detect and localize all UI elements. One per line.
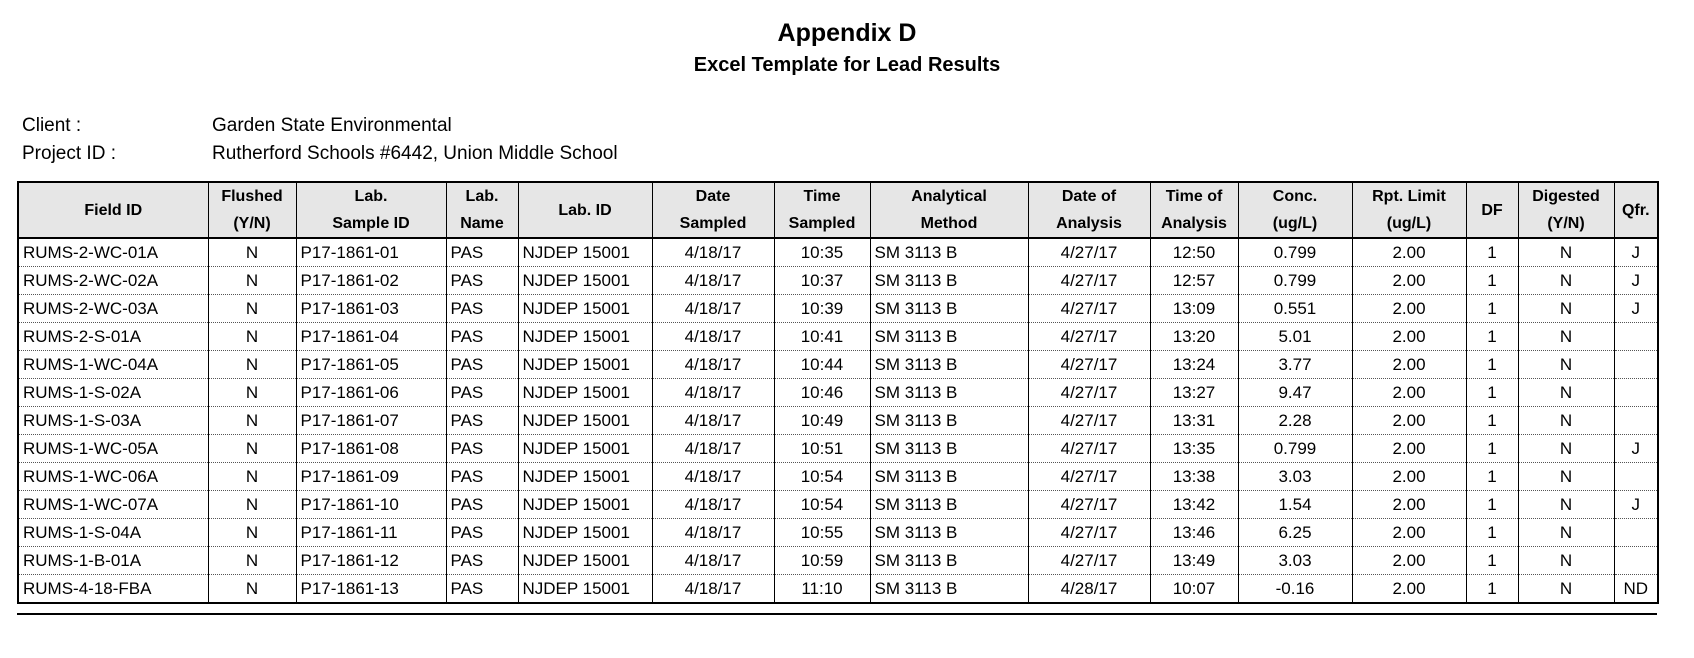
column-header-line1: Rpt. Limit [1372,188,1446,205]
client-label: Client : [22,115,82,136]
cell-date-of-analysis: 4/27/17 [1028,547,1150,575]
column-header [18,182,208,238]
column-header [652,182,774,238]
lead-results-table [17,181,1659,604]
cell-qualifier: J [1614,491,1658,519]
column-header-line2: (ug/L) [1272,215,1318,232]
cell-lab-id: NJDEP 15001 [518,295,652,323]
cell-qualifier: ND [1614,575,1658,604]
table-body [18,238,1658,603]
client-value: Garden State Environmental [212,115,452,136]
cell-field-id: RUMS-1-S-03A [18,407,208,435]
cell-date-of-analysis: 4/27/17 [1028,463,1150,491]
cell-lab-id: NJDEP 15001 [518,379,652,407]
cell-df: 1 [1466,351,1518,379]
cell-df: 1 [1466,379,1518,407]
cell-conc: 3.03 [1238,463,1352,491]
cell-time-of-analysis: 13:49 [1150,547,1238,575]
cell-time-sampled: 10:51 [774,435,870,463]
cell-lab-id: NJDEP 15001 [518,519,652,547]
cell-date-of-analysis: 4/27/17 [1028,379,1150,407]
cell-analytical-method: SM 3113 B [870,323,1028,351]
cell-analytical-method: SM 3113 B [870,379,1028,407]
cell-time-of-analysis: 13:35 [1150,435,1238,463]
cell-field-id: RUMS-1-S-04A [18,519,208,547]
cell-qualifier: J [1614,435,1658,463]
cell-lab-name: PAS [446,379,518,407]
cell-lab-sample-id: P17-1861-10 [296,491,446,519]
column-header-line2: Analysis [1056,215,1122,232]
cell-date-sampled: 4/18/17 [652,575,774,604]
cell-lab-sample-id: P17-1861-06 [296,379,446,407]
table-header-row [18,182,1658,238]
cell-lab-id: NJDEP 15001 [518,351,652,379]
cell-rpt-limit: 2.00 [1352,267,1466,295]
cell-rpt-limit: 2.00 [1352,575,1466,604]
column-header [1352,182,1466,238]
column-header [774,182,870,238]
cell-date-sampled: 4/18/17 [652,295,774,323]
cell-qualifier: J [1614,295,1658,323]
cell-date-sampled: 4/18/17 [652,547,774,575]
cell-qualifier: J [1614,267,1658,295]
cell-date-sampled: 4/18/17 [652,351,774,379]
cell-digested: N [1518,463,1614,491]
column-header [1238,182,1352,238]
cell-conc: 5.01 [1238,323,1352,351]
cell-lab-id: NJDEP 15001 [518,323,652,351]
cell-df: 1 [1466,295,1518,323]
cell-lab-name: PAS [446,323,518,351]
cell-date-sampled: 4/18/17 [652,491,774,519]
cell-date-of-analysis: 4/27/17 [1028,435,1150,463]
column-header [446,182,518,238]
column-header-line1: Field ID [84,201,143,219]
column-header-line2: Sampled [788,215,856,232]
cell-digested: N [1518,407,1614,435]
cell-lab-sample-id: P17-1861-05 [296,351,446,379]
cell-lab-id: NJDEP 15001 [518,267,652,295]
cell-lab-sample-id: P17-1861-01 [296,238,446,267]
bottom-rule [17,613,1657,615]
cell-rpt-limit: 2.00 [1352,519,1466,547]
cell-flushed: N [208,323,296,351]
cell-lab-name: PAS [446,267,518,295]
cell-date-of-analysis: 4/27/17 [1028,238,1150,267]
cell-time-of-analysis: 12:50 [1150,238,1238,267]
cell-rpt-limit: 2.00 [1352,238,1466,267]
cell-flushed: N [208,238,296,267]
cell-date-sampled: 4/18/17 [652,519,774,547]
cell-rpt-limit: 2.00 [1352,463,1466,491]
cell-lab-name: PAS [446,463,518,491]
cell-lab-sample-id: P17-1861-11 [296,519,446,547]
cell-lab-name: PAS [446,547,518,575]
cell-time-of-analysis: 13:27 [1150,379,1238,407]
table-row [18,519,1658,547]
cell-field-id: RUMS-1-WC-04A [18,351,208,379]
cell-rpt-limit: 2.00 [1352,491,1466,519]
column-header-line1: Qfr. [1621,201,1650,219]
table-row [18,547,1658,575]
cell-time-of-analysis: 13:38 [1150,463,1238,491]
cell-analytical-method: SM 3113 B [870,238,1028,267]
cell-analytical-method: SM 3113 B [870,351,1028,379]
cell-field-id: RUMS-2-WC-03A [18,295,208,323]
cell-date-of-analysis: 4/27/17 [1028,295,1150,323]
cell-field-id: RUMS-1-S-02A [18,379,208,407]
cell-qualifier [1614,463,1658,491]
cell-rpt-limit: 2.00 [1352,547,1466,575]
table-row [18,491,1658,519]
column-header-line1: Conc. [1272,188,1318,205]
cell-analytical-method: SM 3113 B [870,295,1028,323]
cell-lab-sample-id: P17-1861-07 [296,407,446,435]
cell-qualifier [1614,547,1658,575]
cell-qualifier [1614,379,1658,407]
cell-flushed: N [208,267,296,295]
cell-qualifier [1614,407,1658,435]
cell-digested: N [1518,267,1614,295]
cell-analytical-method: SM 3113 B [870,435,1028,463]
cell-time-sampled: 10:37 [774,267,870,295]
cell-lab-name: PAS [446,435,518,463]
cell-analytical-method: SM 3113 B [870,519,1028,547]
column-header [1150,182,1238,238]
cell-time-of-analysis: 13:24 [1150,351,1238,379]
cell-qualifier: J [1614,238,1658,267]
cell-field-id: RUMS-2-WC-01A [18,238,208,267]
cell-flushed: N [208,547,296,575]
cell-lab-name: PAS [446,407,518,435]
cell-rpt-limit: 2.00 [1352,351,1466,379]
cell-analytical-method: SM 3113 B [870,407,1028,435]
cell-rpt-limit: 2.00 [1352,295,1466,323]
cell-lab-sample-id: P17-1861-04 [296,323,446,351]
cell-lab-id: NJDEP 15001 [518,463,652,491]
cell-conc: 3.03 [1238,547,1352,575]
column-header [1614,182,1658,238]
cell-conc: 9.47 [1238,379,1352,407]
cell-lab-name: PAS [446,491,518,519]
cell-lab-name: PAS [446,519,518,547]
cell-date-of-analysis: 4/27/17 [1028,323,1150,351]
cell-field-id: RUMS-1-WC-05A [18,435,208,463]
cell-flushed: N [208,463,296,491]
cell-digested: N [1518,295,1614,323]
cell-date-sampled: 4/18/17 [652,435,774,463]
cell-lab-name: PAS [446,351,518,379]
cell-qualifier [1614,323,1658,351]
cell-df: 1 [1466,519,1518,547]
cell-flushed: N [208,351,296,379]
cell-conc: 0.799 [1238,238,1352,267]
cell-field-id: RUMS-1-WC-06A [18,463,208,491]
cell-rpt-limit: 2.00 [1352,379,1466,407]
column-header [1028,182,1150,238]
cell-lab-sample-id: P17-1861-13 [296,575,446,604]
table-row [18,463,1658,491]
cell-date-sampled: 4/18/17 [652,463,774,491]
cell-lab-id: NJDEP 15001 [518,575,652,604]
column-header-line1: Date [695,188,731,205]
table-row [18,575,1658,604]
cell-lab-id: NJDEP 15001 [518,407,652,435]
column-header-line2: Sample ID [332,215,410,232]
cell-conc: 3.77 [1238,351,1352,379]
cell-df: 1 [1466,238,1518,267]
cell-df: 1 [1466,407,1518,435]
cell-time-sampled: 10:35 [774,238,870,267]
table-row [18,351,1658,379]
cell-date-sampled: 4/18/17 [652,323,774,351]
cell-time-of-analysis: 13:46 [1150,519,1238,547]
column-header-line1: DF [1481,201,1503,219]
cell-time-sampled: 11:10 [774,575,870,604]
column-header [870,182,1028,238]
cell-lab-sample-id: P17-1861-09 [296,463,446,491]
cell-time-of-analysis: 13:09 [1150,295,1238,323]
cell-qualifier [1614,351,1658,379]
cell-field-id: RUMS-2-S-01A [18,323,208,351]
column-header-line1: Flushed [221,188,283,205]
cell-lab-name: PAS [446,238,518,267]
column-header-line1: Digested [1532,188,1600,205]
cell-lab-id: NJDEP 15001 [518,547,652,575]
cell-qualifier [1614,519,1658,547]
cell-df: 1 [1466,547,1518,575]
table-row [18,238,1658,267]
page-title: Appendix D [777,19,917,47]
cell-flushed: N [208,379,296,407]
cell-time-of-analysis: 13:20 [1150,323,1238,351]
cell-digested: N [1518,379,1614,407]
cell-time-sampled: 10:54 [774,491,870,519]
project-id-value: Rutherford Schools #6442, Union Middle School [212,143,618,164]
cell-date-sampled: 4/18/17 [652,238,774,267]
cell-field-id: RUMS-2-WC-02A [18,267,208,295]
cell-conc: 0.799 [1238,267,1352,295]
cell-date-of-analysis: 4/27/17 [1028,519,1150,547]
cell-time-of-analysis: 13:42 [1150,491,1238,519]
column-header-line1: Lab. [465,188,499,205]
cell-lab-sample-id: P17-1861-02 [296,267,446,295]
cell-time-of-analysis: 13:31 [1150,407,1238,435]
cell-digested: N [1518,519,1614,547]
cell-flushed: N [208,491,296,519]
cell-date-sampled: 4/18/17 [652,407,774,435]
column-header-line2: Method [920,215,978,232]
cell-digested: N [1518,491,1614,519]
cell-df: 1 [1466,575,1518,604]
cell-rpt-limit: 2.00 [1352,435,1466,463]
cell-time-sampled: 10:55 [774,519,870,547]
cell-date-of-analysis: 4/27/17 [1028,491,1150,519]
cell-df: 1 [1466,323,1518,351]
cell-flushed: N [208,295,296,323]
table-row [18,407,1658,435]
table-row [18,379,1658,407]
cell-date-of-analysis: 4/27/17 [1028,407,1150,435]
column-header [1518,182,1614,238]
cell-analytical-method: SM 3113 B [870,547,1028,575]
cell-lab-id: NJDEP 15001 [518,238,652,267]
cell-analytical-method: SM 3113 B [870,575,1028,604]
project-id-label: Project ID : [22,143,116,164]
cell-analytical-method: SM 3113 B [870,491,1028,519]
cell-df: 1 [1466,491,1518,519]
cell-df: 1 [1466,435,1518,463]
column-header-line1: Date of [1061,188,1117,205]
column-header-line2: Sampled [679,215,747,232]
cell-conc: 0.799 [1238,435,1352,463]
cell-field-id: RUMS-4-18-FBA [18,575,208,604]
cell-date-of-analysis: 4/27/17 [1028,267,1150,295]
cell-lab-name: PAS [446,575,518,604]
cell-analytical-method: SM 3113 B [870,267,1028,295]
cell-time-sampled: 10:59 [774,547,870,575]
cell-conc: 0.551 [1238,295,1352,323]
cell-time-sampled: 10:39 [774,295,870,323]
cell-lab-sample-id: P17-1861-03 [296,295,446,323]
cell-flushed: N [208,519,296,547]
cell-flushed: N [208,575,296,604]
cell-conc: -0.16 [1238,575,1352,604]
cell-flushed: N [208,407,296,435]
column-header-line1: Lab. ID [558,201,612,219]
cell-flushed: N [208,435,296,463]
cell-time-sampled: 10:41 [774,323,870,351]
cell-field-id: RUMS-1-B-01A [18,547,208,575]
cell-time-of-analysis: 10:07 [1150,575,1238,604]
column-header-line1: Time of [1165,188,1223,205]
cell-lab-sample-id: P17-1861-12 [296,547,446,575]
column-header-line2: Analysis [1161,215,1227,232]
cell-df: 1 [1466,463,1518,491]
cell-time-of-analysis: 12:57 [1150,267,1238,295]
cell-date-of-analysis: 4/28/17 [1028,575,1150,604]
column-header-line2: (Y/N) [233,215,271,232]
column-header [518,182,652,238]
column-header-line2: Name [460,215,504,232]
cell-field-id: RUMS-1-WC-07A [18,491,208,519]
cell-digested: N [1518,547,1614,575]
cell-date-sampled: 4/18/17 [652,379,774,407]
cell-digested: N [1518,435,1614,463]
cell-time-sampled: 10:54 [774,463,870,491]
column-header-line1: Analytical [911,188,987,205]
cell-conc: 1.54 [1238,491,1352,519]
cell-lab-id: NJDEP 15001 [518,491,652,519]
cell-conc: 2.28 [1238,407,1352,435]
column-header-line1: Time [803,188,841,205]
column-header [296,182,446,238]
table-row [18,267,1658,295]
cell-digested: N [1518,575,1614,604]
cell-conc: 6.25 [1238,519,1352,547]
cell-digested: N [1518,351,1614,379]
table-row [18,323,1658,351]
column-header-line2: (ug/L) [1386,215,1432,232]
page-subtitle: Excel Template for Lead Results [693,54,1001,76]
cell-digested: N [1518,323,1614,351]
cell-df: 1 [1466,267,1518,295]
cell-lab-sample-id: P17-1861-08 [296,435,446,463]
cell-lab-name: PAS [446,295,518,323]
column-header [1466,182,1518,238]
cell-digested: N [1518,238,1614,267]
cell-date-sampled: 4/18/17 [652,267,774,295]
column-header [208,182,296,238]
cell-time-sampled: 10:49 [774,407,870,435]
table-row [18,295,1658,323]
cell-time-sampled: 10:46 [774,379,870,407]
cell-time-sampled: 10:44 [774,351,870,379]
table-row [18,435,1658,463]
cell-analytical-method: SM 3113 B [870,463,1028,491]
cell-date-of-analysis: 4/27/17 [1028,351,1150,379]
cell-rpt-limit: 2.00 [1352,323,1466,351]
cell-rpt-limit: 2.00 [1352,407,1466,435]
cell-lab-id: NJDEP 15001 [518,435,652,463]
column-header-line2: (Y/N) [1547,215,1585,232]
column-header-line1: Lab. [354,188,388,205]
